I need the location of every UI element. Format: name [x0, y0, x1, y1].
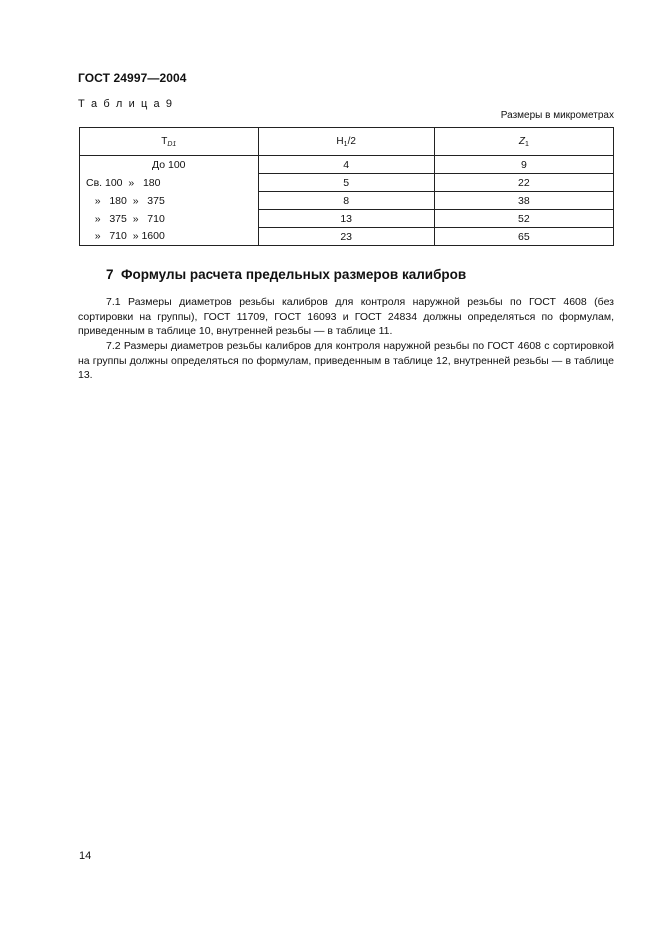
header-td1-main: T	[161, 135, 168, 147]
header-z1-main: Z	[518, 135, 525, 147]
z1-cell: 38	[434, 192, 613, 210]
header-z1	[434, 128, 613, 156]
range-cell: До 100	[80, 156, 259, 174]
header-h1-half	[258, 128, 434, 156]
header-td1-sub: D1	[167, 140, 177, 148]
table-caption: Т а б л и ц а 9	[78, 98, 174, 110]
section-heading	[106, 267, 466, 282]
table-row	[80, 192, 614, 210]
tolerance-table	[79, 127, 614, 246]
document-header: ГОСТ 24997—2004	[78, 71, 187, 85]
header-td1	[80, 128, 259, 156]
range-cell: » 375 » 710	[80, 210, 259, 228]
z1-cell: 52	[434, 210, 613, 228]
section-title: Формулы расчета предельных размеров калибров	[121, 267, 467, 282]
section-number: 7	[106, 267, 114, 282]
h1-half-cell: 4	[258, 156, 434, 174]
page-number: 14	[79, 850, 92, 862]
z1-cell: 22	[434, 174, 613, 192]
paragraph-7-1: 7.1 Размеры диаметров резьбы калибров для контроля наружной резьбы по ГОСТ 4608 (без сортировки на группы), ГОСТ 11709, ГОСТ 16093 и ГОСТ 24834 должны определяться по формулам, приведенным в таблице 10, внутренней резьбы — в таблице 11.	[78, 296, 614, 337]
units-note: Размеры в микрометрах	[500, 110, 614, 121]
table-row	[80, 210, 614, 228]
table-row	[80, 228, 614, 246]
h1-half-cell: 5	[258, 174, 434, 192]
header-h1-rest: /2	[347, 135, 356, 147]
table-row	[80, 156, 614, 174]
h1-half-cell: 8	[258, 192, 434, 210]
header-z1-sub: 1	[524, 140, 529, 148]
range-cell: Св. 100 » 180	[80, 174, 259, 192]
header-h1-sub: 1	[343, 140, 348, 148]
range-cell: » 710 » 1600	[80, 228, 259, 246]
h1-half-cell: 13	[258, 210, 434, 228]
paragraph-7-2: 7.2 Размеры диаметров резьбы калибров для контроля наружной резьбы по ГОСТ 4608 с сортировкой на группы должны определяться по формулам, приведенным в таблице 12, внутренней резьбы — в таблице 13.	[78, 340, 614, 381]
h1-half-cell: 23	[258, 228, 434, 246]
table-row	[80, 174, 614, 192]
table-header-row	[80, 128, 614, 156]
z1-cell: 9	[434, 156, 613, 174]
header-h1-main: H	[336, 135, 344, 147]
z1-cell: 65	[434, 228, 613, 246]
range-cell: » 180 » 375	[80, 192, 259, 210]
